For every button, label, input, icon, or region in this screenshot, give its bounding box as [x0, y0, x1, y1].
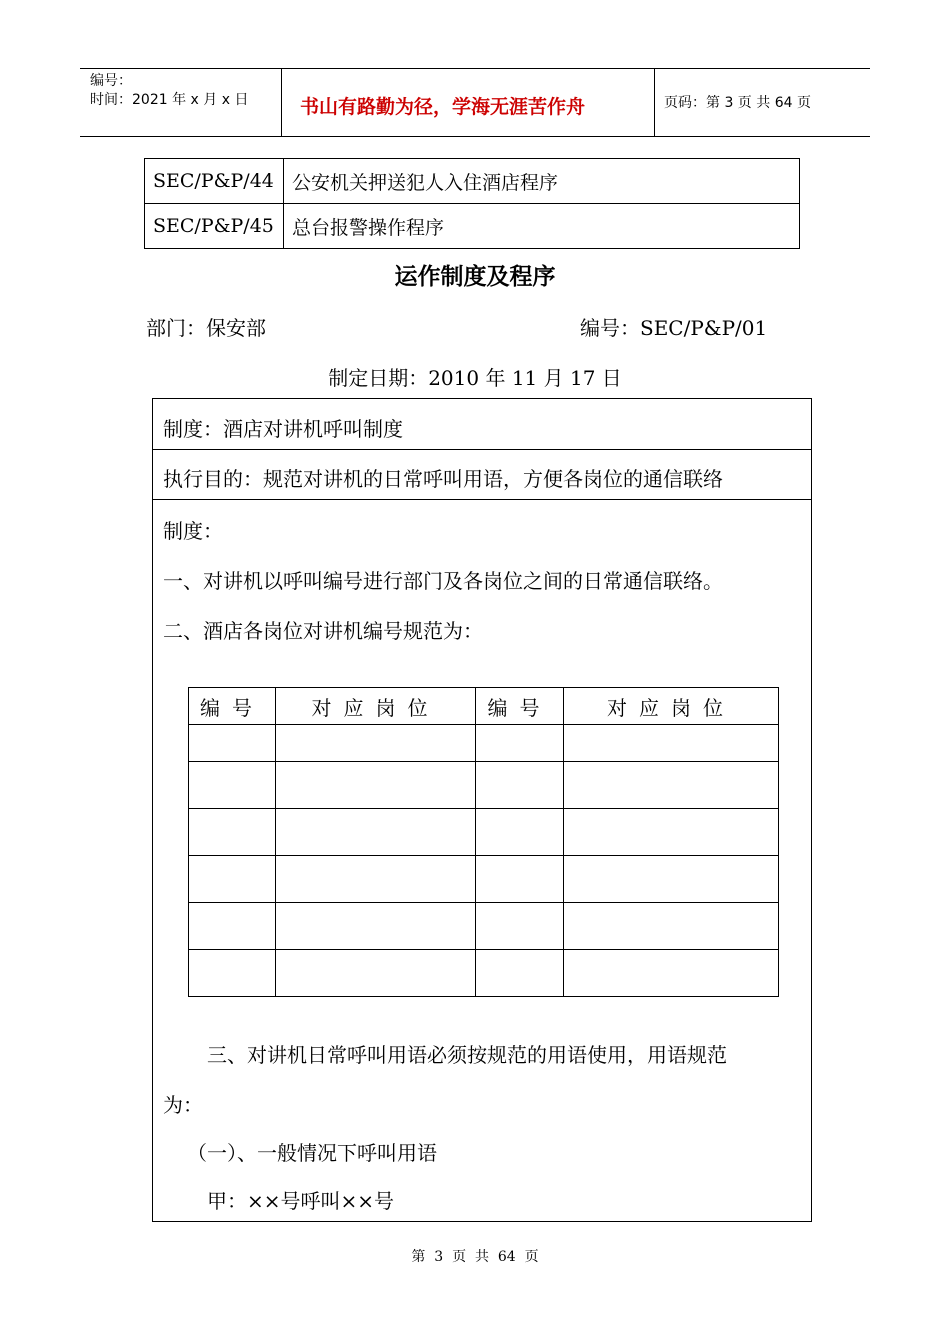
header-page-info: 页码：第 3 页 共 64 页	[664, 95, 811, 111]
table-cell	[564, 950, 779, 997]
table-cell	[276, 856, 476, 903]
table-cell	[476, 725, 564, 762]
procedure-row	[145, 159, 800, 204]
table-cell	[564, 762, 779, 809]
procedure-code: SEC/P&P/45	[145, 204, 284, 249]
procedure-row	[145, 204, 800, 249]
table-cell	[564, 903, 779, 950]
procedure-table	[144, 158, 800, 249]
table-cell	[564, 856, 779, 903]
procedure-name: 公安机关押送犯人入住酒店程序	[284, 159, 800, 204]
intercom-table	[188, 687, 779, 997]
header-divider-left	[281, 68, 282, 136]
table-cell	[564, 725, 779, 762]
table-cell	[276, 725, 476, 762]
header-position: 对应岗位	[564, 688, 779, 725]
policy-item-2: 二、酒店各岗位对讲机编号规范为：	[163, 619, 483, 643]
table-cell	[189, 856, 276, 903]
header-number: 编号	[189, 688, 276, 725]
intercom-header-row	[189, 688, 779, 725]
table-cell	[189, 809, 276, 856]
header-time-label: 时间：2021 年 x 月 x 日	[90, 92, 249, 108]
table-row	[189, 725, 779, 762]
table-row	[189, 903, 779, 950]
document-title: 运作制度及程序	[394, 264, 556, 290]
procedure-code: SEC/P&P/44	[145, 159, 284, 204]
table-cell	[476, 762, 564, 809]
table-row	[189, 809, 779, 856]
table-cell	[476, 950, 564, 997]
policy-sub-1: （一）、一般情况下呼叫用语	[187, 1141, 437, 1165]
document-number: 编号：SEC/P&P/01	[580, 316, 768, 340]
table-row	[189, 856, 779, 903]
header-divider-right	[654, 68, 655, 136]
table-cell	[276, 903, 476, 950]
table-cell	[476, 809, 564, 856]
policy-example: 甲：××号呼叫××号	[207, 1189, 395, 1213]
table-cell	[564, 809, 779, 856]
table-cell	[189, 762, 276, 809]
table-cell	[276, 809, 476, 856]
policy-item-3-line2: 为：	[163, 1093, 203, 1117]
header-number-label: 编号：	[90, 73, 132, 89]
policy-heading: 制度：	[163, 519, 223, 543]
table-cell	[476, 903, 564, 950]
table-cell	[476, 856, 564, 903]
department-label: 部门：保安部	[146, 316, 266, 340]
header-top-rule	[80, 68, 870, 69]
policy-name: 制度：酒店对讲机呼叫制度	[163, 417, 403, 441]
policy-row-divider	[153, 499, 811, 500]
table-cell	[189, 725, 276, 762]
policy-row-divider	[153, 449, 811, 450]
table-row	[189, 950, 779, 997]
policy-item-1: 一、对讲机以呼叫编号进行部门及各岗位之间的日常通信联络。	[163, 569, 723, 593]
page-footer: 第 3 页 共 64 页	[411, 1249, 539, 1265]
table-cell	[189, 950, 276, 997]
policy-item-3-line1: 三、对讲机日常呼叫用语必须按规范的用语使用，用语规范	[207, 1043, 727, 1067]
issue-date: 制定日期：2010 年 11 月 17 日	[328, 366, 622, 390]
table-row	[189, 762, 779, 809]
header-motto: 书山有路勤为径，学海无涯苦作舟	[300, 96, 586, 118]
table-cell	[276, 762, 476, 809]
procedure-name: 总台报警操作程序	[284, 204, 800, 249]
table-cell	[276, 950, 476, 997]
header-bottom-rule	[80, 136, 870, 137]
policy-purpose: 执行目的：规范对讲机的日常呼叫用语，方便各岗位的通信联络	[163, 467, 723, 491]
header-position: 对应岗位	[276, 688, 476, 725]
header-number: 编号	[476, 688, 564, 725]
table-cell	[189, 903, 276, 950]
